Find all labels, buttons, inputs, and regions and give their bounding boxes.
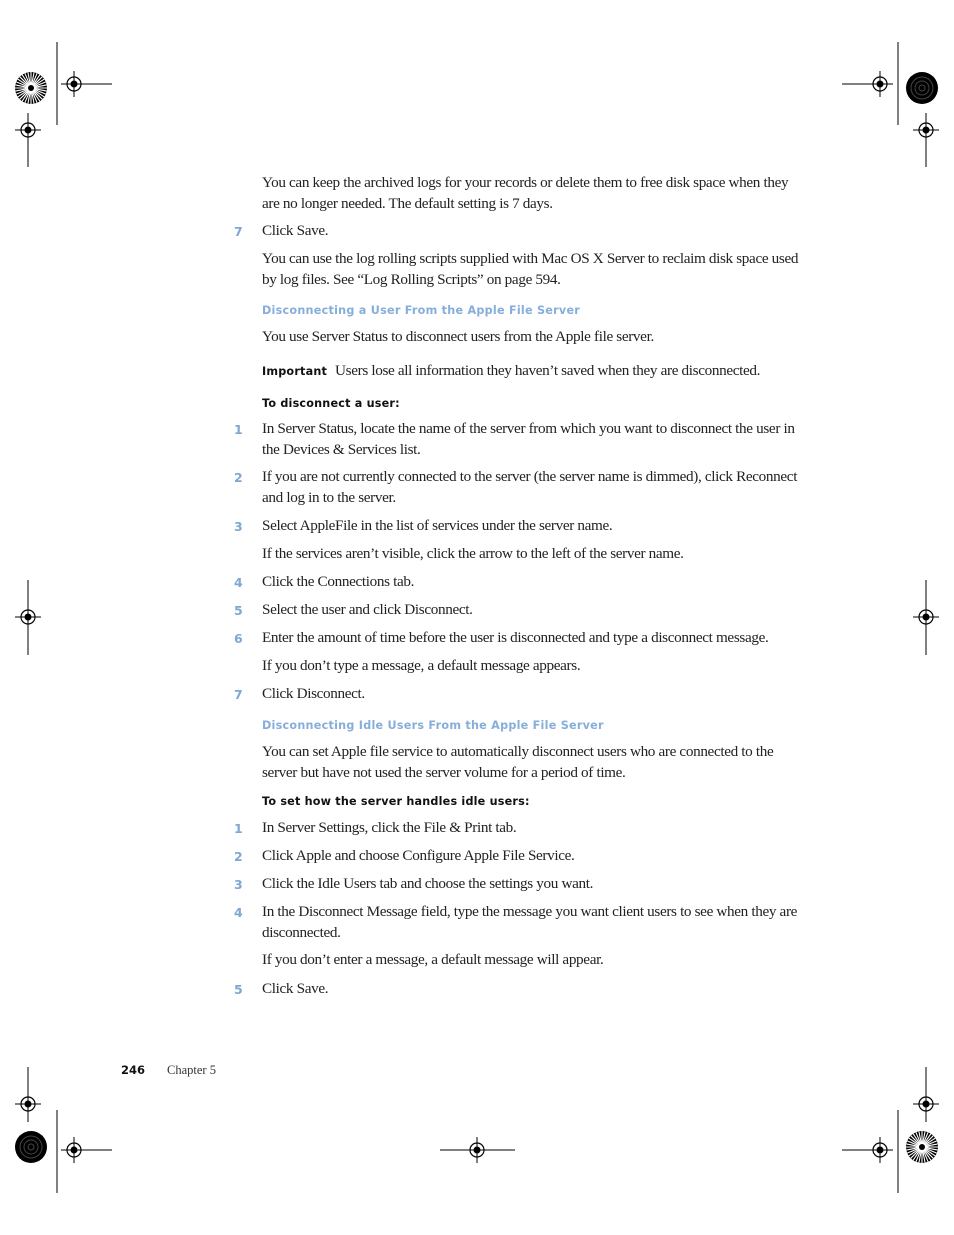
step-text: Enter the amount of time before the user is disconnected and type a disconnect message. — [262, 629, 769, 646]
task-title-idle-users: To set how the server handles idle users: — [262, 795, 530, 808]
step-number: 1 — [234, 422, 243, 437]
step-number: 6 — [234, 631, 243, 646]
step-text: In Server Status, locate the name of the server from which you want to disconnect the user in the Devices & Services list. — [262, 420, 795, 458]
step-number: 2 — [234, 470, 243, 485]
step-text: Click the Connections tab. — [262, 573, 415, 590]
step-note: If you don’t enter a message, a default message will appear. — [262, 951, 604, 968]
step-number: 2 — [234, 849, 243, 864]
step-number: 5 — [234, 603, 243, 618]
step-number: 5 — [234, 982, 243, 997]
step-text: Click Save. — [262, 980, 329, 997]
step-number: 3 — [234, 519, 243, 534]
task-title-disconnect-user: To disconnect a user: — [262, 397, 400, 410]
step-text: Click Save. — [262, 222, 329, 239]
step-number: 3 — [234, 877, 243, 892]
step-number: 7 — [234, 687, 243, 702]
step-number: 4 — [234, 905, 243, 920]
chapter-label: Chapter 5 — [167, 1063, 216, 1077]
section-heading-disconnect-user: Disconnecting a User From the Apple File Server — [262, 304, 581, 317]
step-number: 4 — [234, 575, 243, 590]
step-note: If you don’t type a message, a default message appears. — [262, 657, 581, 674]
page-number: 246 — [121, 1063, 146, 1077]
step-text: In the Disconnect Message field, type the message you want client users to see when they are disconnected. — [262, 903, 798, 941]
step-text: Click the Idle Users tab and choose the settings you want. — [262, 875, 594, 892]
step-text: Click Disconnect. — [262, 685, 365, 702]
important-text: Users lose all information they haven’t saved when they are disconnected. — [335, 362, 761, 379]
archived-logs-paragraph: You can keep the archived logs for your records or delete them to free disk space when they are no longer needed. The default setting is 7 days. — [262, 174, 789, 212]
step-number: 1 — [234, 821, 243, 836]
step-text: If you are not currently connected to the server (the server name is dimmed), click Reconnect and log in to the server. — [262, 468, 798, 506]
section-intro: You can set Apple file service to automatically disconnect users who are connected to the server but have not used the server volume for a period of time. — [262, 743, 774, 781]
step-note: You can use the log rolling scripts supplied with Mac OS X Server to reclaim disk space used by log files. See “Log Rolling Scripts” on page 594. — [262, 250, 799, 288]
section-heading-idle-users: Disconnecting Idle Users From the Apple File Server — [262, 719, 604, 732]
step-text: Click Apple and choose Configure Apple File Service. — [262, 847, 575, 864]
important-note — [262, 361, 807, 383]
step-note: If the services aren’t visible, click the arrow to the left of the server name. — [262, 545, 684, 562]
important-label: Important — [262, 365, 328, 378]
step-text: Select AppleFile in the list of services under the server name. — [262, 517, 613, 534]
step-number: 7 — [234, 224, 243, 239]
section-intro: You use Server Status to disconnect users from the Apple file server. — [262, 328, 654, 345]
step-text: In Server Settings, click the File & Print tab. — [262, 819, 517, 836]
step-text: Select the user and click Disconnect. — [262, 601, 473, 618]
